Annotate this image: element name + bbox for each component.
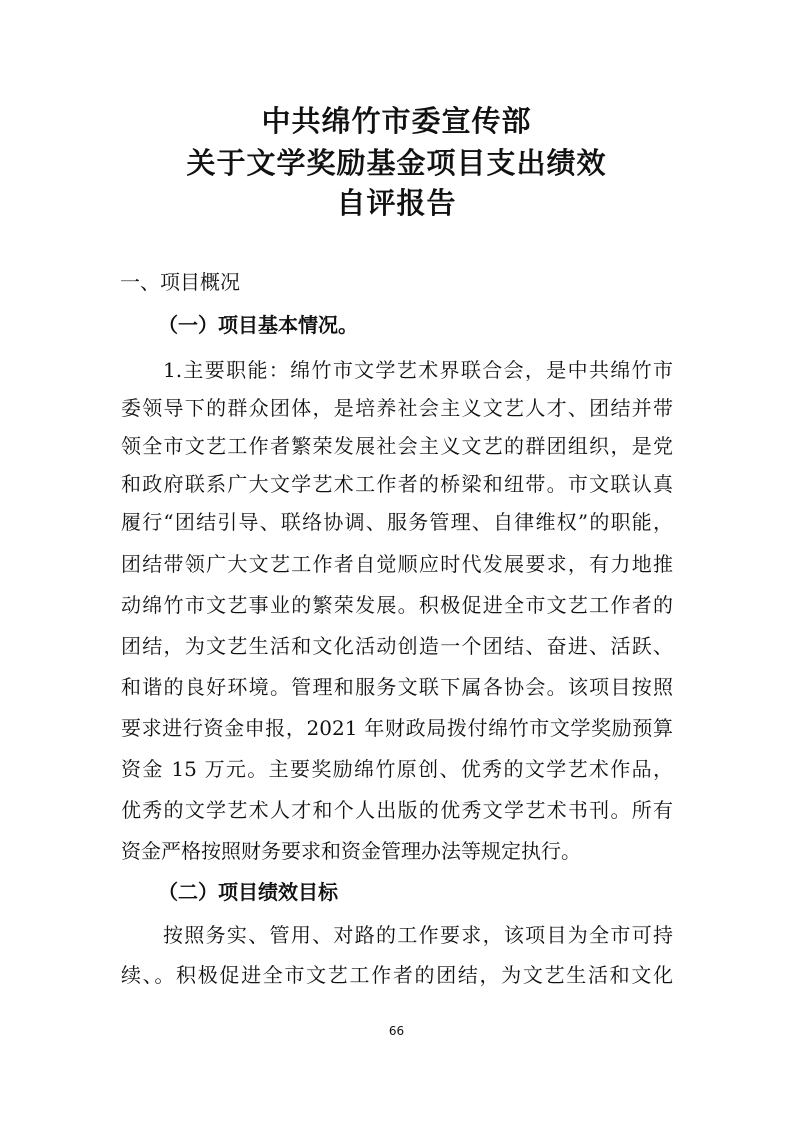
paragraph-line: 1.主要职能：绵竹市文学艺术界联合会，是中共绵竹市 [163,358,673,382]
subsection-heading-performance-target: （二）项目绩效目标 [158,880,338,904]
paragraph-line: 续、。积极促进全市文艺工作者的团结，为文艺生活和文化 [121,963,673,987]
paragraph-line: 委领导下的群众团体，是培养社会主义文艺人才、团结并带 [121,396,673,420]
paragraph-line: 和政府联系广大文学艺术工作者的桥梁和纽带。市文联认真 [121,472,673,496]
title-line-3: 自评报告 [336,186,457,220]
paragraph-line: 按照务实、管用、对路的工作要求，该项目为全市可持 [163,923,673,947]
section-heading-overview: 一、项目概况 [120,270,240,294]
paragraph-line: 和谐的良好环境。管理和服务文联下属各协会。该项目按照 [121,675,673,699]
paragraph-line: 领全市文艺工作者繁荣发展社会主义文艺的群团组织，是党 [121,434,673,458]
paragraph-line: 资金 15 万元。主要奖励绵竹原创、优秀的文学艺术作品， [121,757,673,781]
paragraph-line: 履行“团结引导、联络协调、服务管理、自律维权”的职能， [121,510,673,534]
paragraph-line: 团结带领广大文艺工作者自觉顺应时代发展要求，有力地推 [121,552,673,576]
paragraph-line: 团结，为文艺生活和文化活动创造一个团结、奋进、活跃、 [121,634,673,658]
title-line-2: 关于文学奖励基金项目支出绩效 [186,146,607,180]
subsection-heading-basic-info: （一）项目基本情况。 [158,313,358,337]
paragraph-line: 要求进行资金申报，2021 年财政局拨付绵竹市文学奖励预算 [121,716,673,740]
title-line-1: 中共绵竹市委宣传部 [261,104,532,138]
paragraph-line: 动绵竹市文艺事业的繁荣发展。积极促进全市文艺工作者的 [121,593,673,617]
paragraph-line: 资金严格按照财务要求和资金管理办法等规定执行。 [121,839,581,863]
page-number: 66 [388,1024,405,1038]
paragraph-line: 优秀的文学艺术人才和个人出版的优秀文学艺术书刊。所有 [121,798,673,822]
